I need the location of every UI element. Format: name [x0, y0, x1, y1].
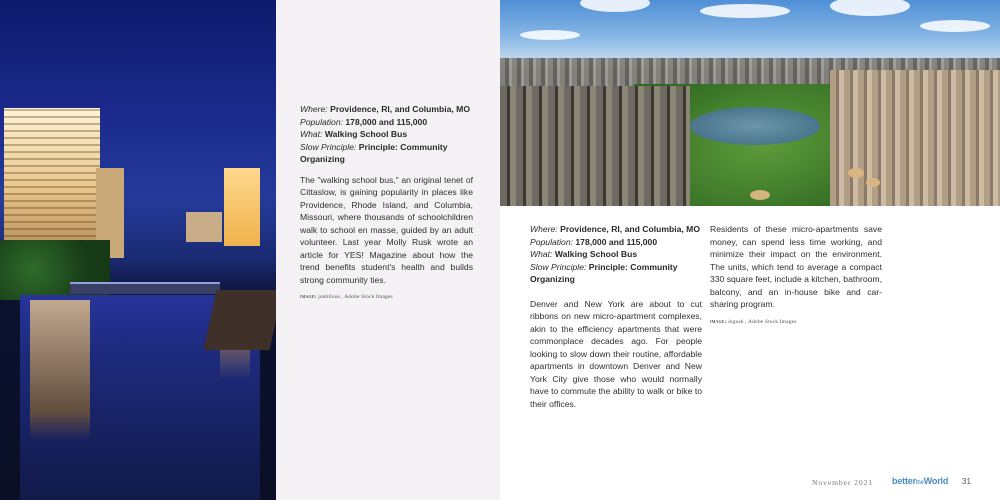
ball-field	[866, 178, 880, 187]
golden-tower	[224, 168, 260, 246]
micro-apartments-column-2	[710, 223, 882, 325]
population-label: Population:	[300, 116, 344, 127]
where-value: Providence, RI, and Columbia, MO	[560, 224, 701, 234]
info-box	[300, 103, 473, 166]
ball-field	[848, 168, 864, 178]
logo-word-better: better	[892, 476, 916, 486]
principle-value: Principle: Community Organizing	[300, 141, 448, 164]
river-bank	[204, 290, 276, 350]
cloud	[830, 0, 910, 16]
ball-field	[750, 190, 770, 200]
city-blocks-east	[830, 70, 1000, 206]
credit-text: ingusk , Adobe Stock Images	[728, 318, 797, 325]
logo-word-the: the	[915, 480, 924, 486]
micro-apartments-article	[530, 223, 702, 410]
what-label: What:	[300, 129, 323, 139]
population-value: 178,000 and 115,000	[575, 236, 658, 247]
cloud	[520, 30, 580, 40]
cloud	[580, 0, 650, 12]
illuminated-tower	[4, 108, 100, 258]
reservoir-lake	[690, 107, 820, 145]
credit-label: image:	[300, 294, 317, 300]
article-body-continued: Residents of these micro-apartments save money, can spend less time working, and minimize their impact on the environment. The units, which tend to average a compact 330 square feet, include a kitchen, bathroom, balcony, and an in-house bike and car-sharing program.	[710, 224, 882, 309]
where-label: Where:	[530, 224, 558, 234]
cloud	[700, 4, 790, 18]
where-value: Providence, RI, and Columbia, MO	[330, 104, 471, 114]
what-value: Walking School Bus	[554, 249, 638, 259]
article-body: The "walking school bus," an original tenet of Cittaslow, is gaining popularity in places like Providence, Rhode Island, and Columbia, Missouri, where thousands of schoolchildren walk to school en masse, guided by an adult volunteer. Last year Molly Rusk wrote an article for YES! Magazine about how the trend benefits student's health and builds strong community ties.	[300, 174, 473, 285]
principle-label: Slow Principle:	[300, 141, 357, 152]
article-body: Denver and New York are about to cut ribbons on new micro-apartment complexes, akin to the efficiency apartments that were commonplace decades ago. For people looking to slow down their routine, affordable apartments in downtown Denver and New York City give those who would normally have to commute the ability to walk or bike to their offices.	[530, 298, 702, 409]
magazine-logo	[892, 476, 948, 486]
credit-label: image:	[710, 318, 727, 325]
image-credit	[300, 294, 473, 300]
central-park-aerial-photo	[500, 0, 1000, 206]
principle-value: Principle: Community Organizing	[530, 261, 678, 284]
providence-river-night-photo	[0, 0, 276, 500]
what-value: Walking School Bus	[324, 129, 408, 139]
population-label: Population:	[530, 236, 574, 247]
walking-school-bus-article	[300, 103, 473, 300]
cloud	[920, 20, 990, 32]
principle-label: Slow Principle:	[530, 261, 587, 272]
building	[186, 212, 222, 242]
what-label: What:	[530, 249, 553, 259]
footbridge	[70, 282, 220, 294]
issue-date: November 2021	[812, 478, 873, 487]
page-footer	[780, 476, 980, 490]
population-value: 178,000 and 115,000	[345, 116, 428, 127]
logo-word-world: World	[923, 476, 949, 486]
info-box	[530, 223, 702, 286]
image-credit	[710, 319, 882, 325]
city-blocks-west	[500, 86, 690, 206]
credit-text: jonbilous , Adobe Stock Images	[318, 294, 393, 300]
where-label: Where:	[300, 104, 328, 114]
light-reflection	[30, 300, 90, 440]
page-number: 31	[962, 477, 971, 486]
